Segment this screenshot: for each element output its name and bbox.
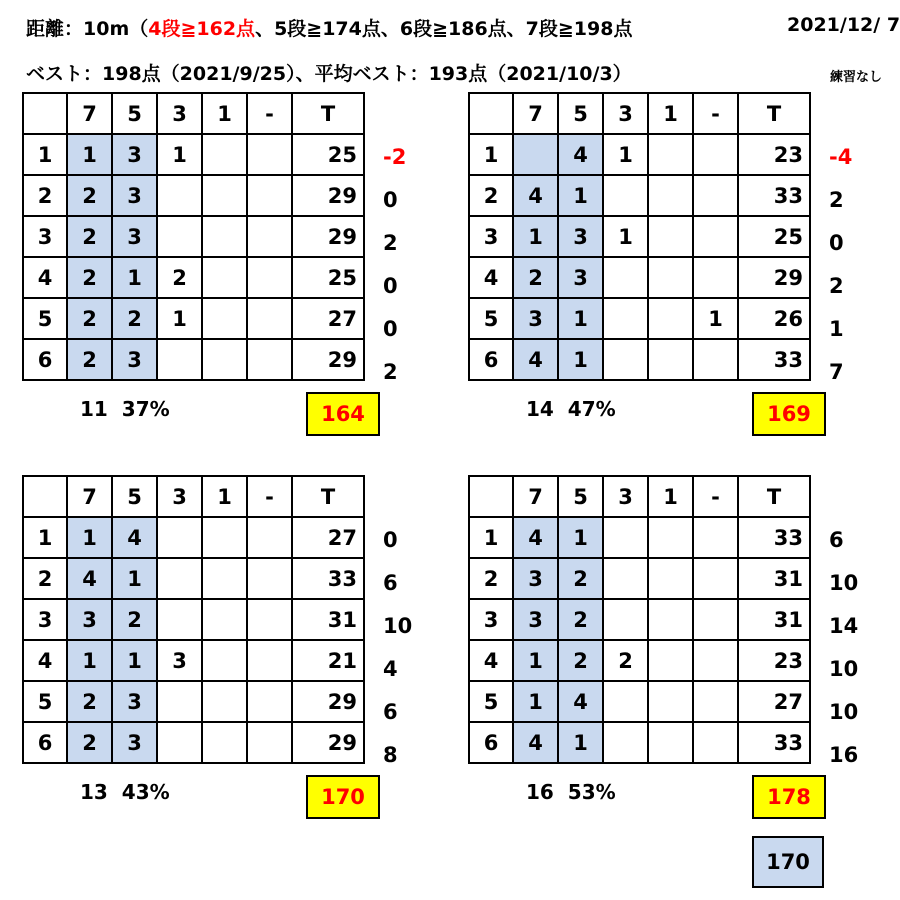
gold-hit-percent: 53%	[567, 780, 616, 804]
hit-count-7: 1	[67, 134, 112, 175]
hit-count-3: 2	[157, 257, 202, 298]
hit-count-1	[202, 558, 247, 599]
end-number: 3	[469, 216, 513, 257]
end-total: 29	[292, 722, 364, 763]
end-number: 6	[469, 722, 513, 763]
hit-count-7: 2	[67, 339, 112, 380]
hit-count-7: 4	[513, 517, 558, 558]
cumulative-diff: 8	[383, 743, 398, 767]
cumulative-diff: 2	[829, 274, 844, 298]
end-total: 25	[292, 134, 364, 175]
rank-thresholds-rest: 、5段≧174点、6段≧186点、7段≧198点	[255, 18, 633, 40]
hit-count-3	[603, 517, 648, 558]
round-total: 164	[306, 392, 380, 436]
end-number: 6	[23, 722, 67, 763]
hit-count-5: 2	[112, 298, 157, 339]
cumulative-diff: 4	[383, 657, 398, 681]
hit-count-3	[157, 216, 202, 257]
round-summary	[526, 780, 616, 804]
table-row	[23, 599, 364, 640]
end-total: 31	[738, 558, 810, 599]
end-number: 4	[469, 257, 513, 298]
hit-count-3	[157, 339, 202, 380]
table-header-row	[469, 93, 810, 134]
hit-count--	[247, 134, 292, 175]
corner-cell	[469, 476, 513, 517]
hit-count-1	[648, 257, 693, 298]
end-number: 3	[23, 599, 67, 640]
hit-count--	[247, 298, 292, 339]
column-header: T	[292, 93, 364, 134]
cumulative-diff: 0	[383, 317, 398, 341]
hit-count-5: 3	[558, 257, 603, 298]
round-total: 169	[752, 392, 826, 436]
hit-count-1	[202, 599, 247, 640]
hit-count-1	[202, 640, 247, 681]
hit-count-7: 3	[513, 298, 558, 339]
table-row	[469, 298, 810, 339]
hit-count--	[247, 722, 292, 763]
table-row	[469, 640, 810, 681]
hit-count-3	[603, 298, 648, 339]
hit-count-3	[603, 558, 648, 599]
hit-count-3	[157, 681, 202, 722]
hit-count--	[693, 640, 738, 681]
gold-hit-count: 16	[526, 780, 554, 804]
hit-count--	[247, 681, 292, 722]
gold-hit-count: 14	[526, 397, 554, 421]
end-number: 2	[23, 558, 67, 599]
cumulative-diff: 10	[829, 571, 859, 595]
column-header: 3	[157, 93, 202, 134]
hit-count-3: 1	[157, 298, 202, 339]
hit-count-7: 3	[513, 558, 558, 599]
hit-count-3: 1	[157, 134, 202, 175]
end-total: 31	[292, 599, 364, 640]
hit-count-7: 1	[67, 640, 112, 681]
hit-count-3	[603, 722, 648, 763]
table-row	[469, 517, 810, 558]
hit-count-1	[648, 134, 693, 175]
hit-count-3	[157, 558, 202, 599]
table-row	[23, 517, 364, 558]
hit-count-5: 2	[558, 599, 603, 640]
cumulative-diff: 16	[829, 743, 859, 767]
hit-count-7: 4	[513, 339, 558, 380]
hit-count--	[247, 216, 292, 257]
end-total: 26	[738, 298, 810, 339]
table-header-row	[469, 476, 810, 517]
hit-count-5: 3	[112, 681, 157, 722]
column-header: T	[738, 476, 810, 517]
end-total: 29	[292, 681, 364, 722]
column-header: 7	[67, 476, 112, 517]
gold-hit-percent: 47%	[567, 397, 616, 421]
hit-count-1	[648, 216, 693, 257]
score-table-round-1	[22, 92, 365, 381]
round-total: 178	[752, 775, 826, 819]
hit-count-3: 1	[603, 216, 648, 257]
hit-count--	[247, 339, 292, 380]
hit-count-5: 2	[558, 558, 603, 599]
column-header: 5	[112, 476, 157, 517]
table-row	[23, 175, 364, 216]
score-table-round-2	[468, 92, 811, 381]
hit-count-3	[603, 175, 648, 216]
hit-count-1	[202, 517, 247, 558]
cumulative-diff: 0	[383, 274, 398, 298]
hit-count-1	[202, 339, 247, 380]
hit-count-3	[603, 257, 648, 298]
hit-count-7: 4	[513, 722, 558, 763]
hit-count-1	[648, 175, 693, 216]
end-total: 29	[292, 339, 364, 380]
hit-count--	[693, 216, 738, 257]
hit-count-1	[648, 722, 693, 763]
hit-count-3	[157, 599, 202, 640]
best-score-line: ベスト：198点（2021/9/25）、平均ベスト：193点（2021/10/3）	[26, 63, 632, 85]
table-row	[469, 216, 810, 257]
hit-count-5: 1	[558, 339, 603, 380]
table-row	[23, 558, 364, 599]
hit-count-1	[648, 599, 693, 640]
column-header: -	[693, 93, 738, 134]
cumulative-diff: 10	[829, 657, 859, 681]
end-number: 3	[23, 216, 67, 257]
end-number: 3	[469, 599, 513, 640]
end-number: 5	[23, 681, 67, 722]
column-header: 5	[558, 93, 603, 134]
end-number: 1	[23, 517, 67, 558]
hit-count-5: 2	[112, 599, 157, 640]
cumulative-diff: 6	[829, 528, 844, 552]
hit-count--	[247, 175, 292, 216]
column-header: 1	[648, 93, 693, 134]
column-header: -	[247, 476, 292, 517]
hit-count-5: 3	[112, 216, 157, 257]
hit-count-7: 2	[67, 175, 112, 216]
hit-count-1	[648, 640, 693, 681]
end-total: 33	[738, 175, 810, 216]
hit-count--	[693, 558, 738, 599]
end-number: 1	[23, 134, 67, 175]
hit-count-3: 1	[603, 134, 648, 175]
hit-count-7: 3	[513, 599, 558, 640]
hit-count-1	[202, 257, 247, 298]
hit-count--	[693, 339, 738, 380]
hit-count-7: 2	[67, 298, 112, 339]
cumulative-diff: 0	[383, 188, 398, 212]
cumulative-diff: 6	[383, 571, 398, 595]
hit-count-3	[157, 722, 202, 763]
end-number: 5	[469, 298, 513, 339]
end-total: 33	[292, 558, 364, 599]
hit-count--	[693, 517, 738, 558]
cumulative-diff: -4	[829, 145, 853, 169]
practice-note: 練習なし	[830, 70, 883, 85]
hit-count--	[693, 599, 738, 640]
hit-count-3	[603, 599, 648, 640]
end-number: 4	[469, 640, 513, 681]
column-header: T	[738, 93, 810, 134]
overall-average: 170	[752, 836, 824, 888]
end-total: 23	[738, 134, 810, 175]
column-header: 1	[202, 476, 247, 517]
end-total: 29	[292, 216, 364, 257]
column-header: 3	[157, 476, 202, 517]
hit-count-7: 1	[513, 681, 558, 722]
hit-count-7: 1	[513, 640, 558, 681]
end-number: 5	[23, 298, 67, 339]
hit-count-5: 1	[558, 298, 603, 339]
end-total: 27	[292, 517, 364, 558]
gold-hit-count: 11	[80, 397, 108, 421]
score-table-round-4	[468, 475, 811, 764]
hit-count-7: 3	[67, 599, 112, 640]
end-total: 33	[738, 517, 810, 558]
hit-count-5: 1	[112, 558, 157, 599]
corner-cell	[469, 93, 513, 134]
table-row	[469, 722, 810, 763]
end-total: 29	[738, 257, 810, 298]
table-row	[23, 640, 364, 681]
hit-count-3: 2	[603, 640, 648, 681]
corner-cell	[23, 93, 67, 134]
end-number: 1	[469, 134, 513, 175]
cumulative-diff: 1	[829, 317, 844, 341]
end-total: 27	[738, 681, 810, 722]
hit-count--	[247, 640, 292, 681]
end-number: 1	[469, 517, 513, 558]
end-number: 6	[469, 339, 513, 380]
hit-count-1	[648, 298, 693, 339]
end-total: 21	[292, 640, 364, 681]
end-number: 2	[23, 175, 67, 216]
table-row	[23, 339, 364, 380]
hit-count--: 1	[693, 298, 738, 339]
score-table-round-3	[22, 475, 365, 764]
table-row	[23, 298, 364, 339]
table-row	[469, 175, 810, 216]
hit-count-1	[202, 216, 247, 257]
end-total: 29	[292, 175, 364, 216]
hit-count-7: 2	[67, 216, 112, 257]
end-total: 33	[738, 722, 810, 763]
hit-count-3	[157, 175, 202, 216]
hit-count-7	[513, 134, 558, 175]
table-row	[469, 599, 810, 640]
table-header-row	[23, 476, 364, 517]
hit-count-7: 2	[513, 257, 558, 298]
cumulative-diff: 2	[383, 360, 398, 384]
hit-count-5: 3	[112, 175, 157, 216]
hit-count--	[247, 558, 292, 599]
table-row	[23, 134, 364, 175]
column-header: 7	[67, 93, 112, 134]
hit-count--	[247, 599, 292, 640]
hit-count--	[693, 257, 738, 298]
table-row	[23, 681, 364, 722]
column-header: 5	[558, 476, 603, 517]
column-header: 3	[603, 476, 648, 517]
end-number: 2	[469, 558, 513, 599]
column-header: 1	[648, 476, 693, 517]
hit-count-5: 4	[112, 517, 157, 558]
gold-hit-percent: 37%	[121, 397, 170, 421]
hit-count-1	[202, 298, 247, 339]
end-total: 33	[738, 339, 810, 380]
hit-count-7: 2	[67, 681, 112, 722]
table-row	[469, 558, 810, 599]
cumulative-diff: 2	[383, 231, 398, 255]
hit-count-5: 3	[112, 722, 157, 763]
end-number: 5	[469, 681, 513, 722]
hit-count-1	[648, 339, 693, 380]
distance-prefix: 距離：10m（	[26, 18, 149, 40]
session-date: 2021/12/ 7	[787, 14, 900, 36]
hit-count-7: 2	[67, 257, 112, 298]
hit-count-3	[603, 339, 648, 380]
column-header: -	[247, 93, 292, 134]
cumulative-diff: 7	[829, 360, 844, 384]
table-header-row	[23, 93, 364, 134]
hit-count-5: 2	[558, 640, 603, 681]
end-number: 2	[469, 175, 513, 216]
hit-count-1	[648, 558, 693, 599]
hit-count-3	[603, 681, 648, 722]
column-header: T	[292, 476, 364, 517]
hit-count-3	[157, 517, 202, 558]
hit-count-7: 1	[513, 216, 558, 257]
column-header: 5	[112, 93, 157, 134]
hit-count-1	[648, 681, 693, 722]
hit-count-1	[202, 175, 247, 216]
hit-count-5: 1	[112, 257, 157, 298]
hit-count--	[693, 175, 738, 216]
end-total: 31	[738, 599, 810, 640]
round-summary	[80, 397, 170, 421]
table-row	[469, 681, 810, 722]
table-row	[23, 722, 364, 763]
end-total: 27	[292, 298, 364, 339]
hit-count-7: 2	[67, 722, 112, 763]
rank-threshold-4dan: 4段≧162点	[148, 18, 256, 40]
hit-count--	[693, 681, 738, 722]
hit-count-1	[202, 722, 247, 763]
hit-count-7: 1	[67, 517, 112, 558]
column-header: 1	[202, 93, 247, 134]
column-header: 3	[603, 93, 648, 134]
end-total: 25	[292, 257, 364, 298]
hit-count-5: 4	[558, 681, 603, 722]
end-total: 23	[738, 640, 810, 681]
hit-count-1	[202, 134, 247, 175]
hit-count--	[247, 257, 292, 298]
hit-count-5: 3	[112, 339, 157, 380]
gold-hit-percent: 43%	[121, 780, 170, 804]
round-total: 170	[306, 775, 380, 819]
column-header: 7	[513, 93, 558, 134]
table-row	[469, 257, 810, 298]
hit-count--	[247, 517, 292, 558]
cumulative-diff: 14	[829, 614, 859, 638]
cumulative-diff: 6	[383, 700, 398, 724]
end-number: 4	[23, 640, 67, 681]
hit-count-5: 1	[558, 517, 603, 558]
hit-count--	[693, 722, 738, 763]
distance-line	[26, 14, 632, 40]
end-total: 25	[738, 216, 810, 257]
end-number: 6	[23, 339, 67, 380]
table-row	[469, 134, 810, 175]
cumulative-diff: 2	[829, 188, 844, 212]
end-number: 4	[23, 257, 67, 298]
table-row	[23, 216, 364, 257]
hit-count-7: 4	[513, 175, 558, 216]
hit-count--	[693, 134, 738, 175]
cumulative-diff: 0	[383, 528, 398, 552]
hit-count-5: 3	[112, 134, 157, 175]
hit-count-5: 1	[112, 640, 157, 681]
cumulative-diff: 10	[383, 614, 413, 638]
table-row	[469, 339, 810, 380]
hit-count-5: 3	[558, 216, 603, 257]
hit-count-1	[648, 517, 693, 558]
hit-count-5: 1	[558, 722, 603, 763]
round-summary	[80, 780, 170, 804]
cumulative-diff: 10	[829, 700, 859, 724]
hit-count-7: 4	[67, 558, 112, 599]
corner-cell	[23, 476, 67, 517]
hit-count-3: 3	[157, 640, 202, 681]
gold-hit-count: 13	[80, 780, 108, 804]
round-summary	[526, 397, 616, 421]
cumulative-diff: 0	[829, 231, 844, 255]
distance-line-container	[26, 10, 778, 40]
column-header: -	[693, 476, 738, 517]
table-row	[23, 257, 364, 298]
column-header: 7	[513, 476, 558, 517]
cumulative-diff: -2	[383, 145, 407, 169]
hit-count-5: 4	[558, 134, 603, 175]
hit-count-1	[202, 681, 247, 722]
hit-count-5: 1	[558, 175, 603, 216]
